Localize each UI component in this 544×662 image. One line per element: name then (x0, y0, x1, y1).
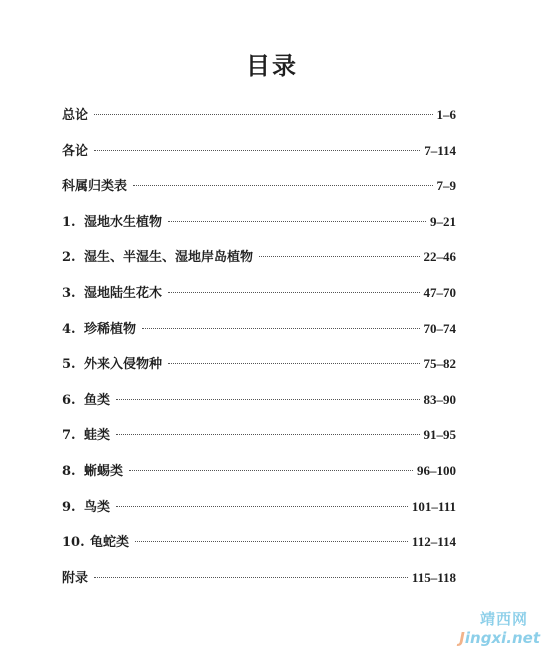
toc-entry-label: 珍稀植物 (84, 321, 137, 337)
toc-entry-pages: 47–70 (423, 284, 456, 300)
toc-entry-pages: 1–6 (436, 107, 456, 122)
toc-entry-pages: 101–111 (411, 498, 456, 514)
toc-entry-label: 湿地陆生花木 (84, 285, 163, 301)
watermark-url-initial: J (459, 629, 465, 647)
toc-entry-appendix[interactable] (62, 565, 456, 601)
toc-dot-leader (116, 398, 419, 400)
toc-entry-pages: 83–90 (423, 391, 456, 407)
toc-dot-leader (94, 576, 408, 578)
toc-entry-general[interactable] (62, 102, 456, 138)
toc-dot-leader (133, 184, 432, 186)
toc-entry-number: 4. (62, 321, 76, 337)
toc-entry-number: 2. (62, 250, 76, 266)
toc-entry-label: 蜥蜴类 (84, 463, 124, 479)
toc-dot-leader (129, 469, 413, 471)
toc-entry-label: 湿地水生植物 (84, 214, 163, 230)
toc-entry-classification-table[interactable] (62, 173, 456, 209)
toc-dot-leader (142, 327, 419, 329)
toc-entry-number: 10. (62, 535, 85, 551)
toc-entry-label: 附录 (62, 570, 89, 586)
toc-entry-label: 鸟类 (84, 499, 111, 515)
toc-entry-aquatic-plants[interactable] (62, 209, 456, 245)
toc-entry-label: 外来入侵物种 (84, 357, 163, 373)
toc-entry-frogs[interactable] (62, 422, 456, 458)
toc-entry-label: 总论 (62, 108, 89, 123)
table-of-contents (62, 102, 456, 600)
toc-entry-number: 6. (62, 392, 76, 408)
toc-entry-pages: 91–95 (423, 427, 456, 443)
toc-entry-pages: 9–21 (430, 213, 456, 229)
site-watermark (430, 610, 540, 654)
toc-entry-lizards[interactable] (62, 458, 456, 494)
toc-entry-label: 各论 (62, 143, 89, 159)
toc-dot-leader (259, 255, 419, 257)
toc-dot-leader (168, 220, 426, 222)
watermark-site-url (430, 628, 540, 648)
toc-dot-leader (94, 113, 432, 115)
toc-entry-number: 9. (62, 499, 76, 515)
toc-entry-turtles-snakes[interactable] (62, 529, 456, 565)
toc-entry-number: 3. (62, 285, 76, 301)
toc-dot-leader (116, 505, 408, 507)
toc-entry-land-flora[interactable] (62, 280, 456, 316)
toc-dot-leader (168, 362, 419, 364)
toc-entry-pages: 112–114 (411, 534, 456, 550)
toc-entry-species[interactable] (62, 138, 456, 174)
toc-entry-fish[interactable] (62, 387, 456, 423)
toc-entry-label: 科属归类表 (62, 179, 128, 195)
toc-entry-label: 湿生、半湿生、湿地岸岛植物 (84, 250, 254, 266)
toc-entry-rare-plants[interactable] (62, 316, 456, 352)
toc-dot-leader (116, 433, 419, 435)
toc-entry-number: 7. (62, 428, 76, 444)
toc-entry-pages: 22–46 (423, 249, 456, 265)
watermark-url-rest: ingxi.net (464, 629, 540, 647)
toc-entry-pages: 70–74 (423, 320, 456, 336)
toc-dot-leader (135, 540, 408, 542)
toc-entry-pages: 115–118 (411, 569, 456, 585)
toc-entry-invasive-species[interactable] (62, 351, 456, 387)
toc-dot-leader (168, 291, 419, 293)
toc-entry-label: 龟蛇类 (90, 535, 130, 551)
toc-entry-hygrophytes[interactable] (62, 244, 456, 280)
watermark-site-name: 靖西网 (479, 610, 528, 628)
toc-entry-pages: 75–82 (423, 356, 456, 372)
toc-entry-label: 蛙类 (84, 428, 111, 444)
toc-dot-leader (94, 149, 420, 151)
toc-entry-number: 8. (62, 463, 76, 479)
toc-entry-birds[interactable] (62, 494, 456, 530)
toc-entry-number: 5. (62, 357, 76, 373)
toc-entry-pages: 7–9 (436, 178, 456, 194)
toc-entry-label: 鱼类 (84, 392, 111, 408)
toc-entry-pages: 7–114 (424, 142, 456, 158)
toc-entry-number: 1. (62, 214, 76, 230)
toc-entry-pages: 96–100 (417, 462, 456, 478)
page-title: 目录 (246, 51, 298, 80)
